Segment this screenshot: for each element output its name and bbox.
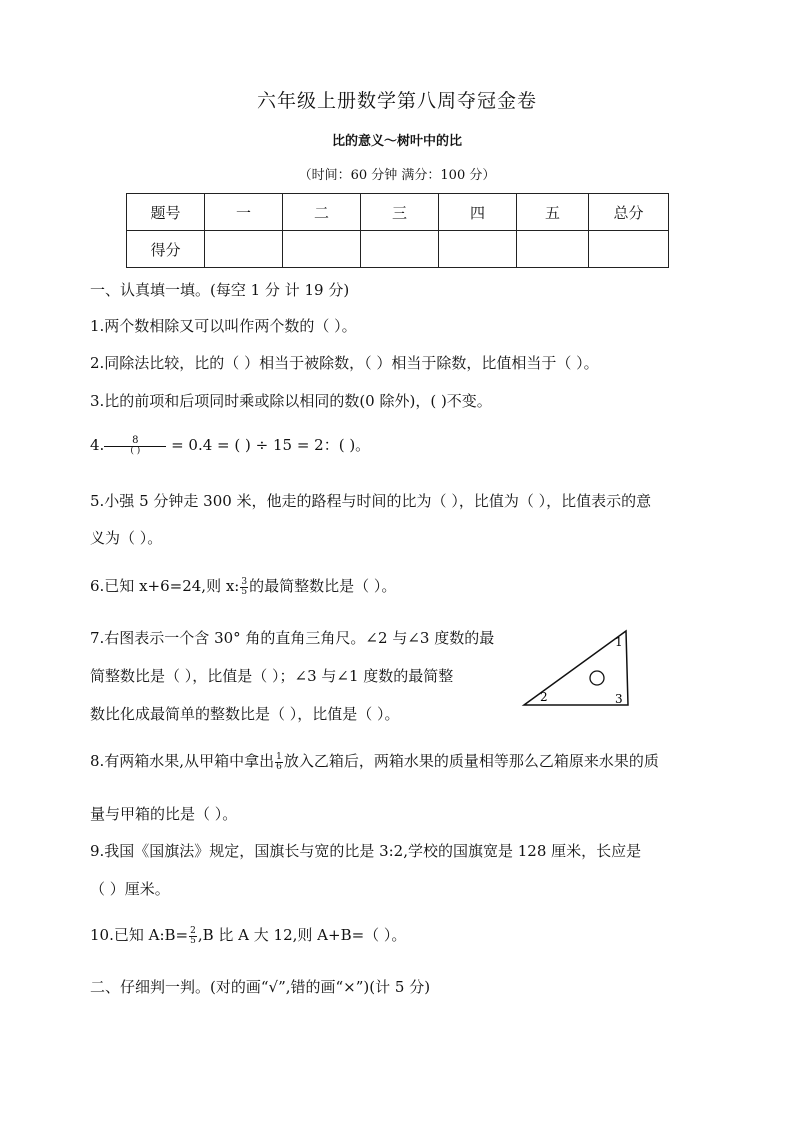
score-cell-blank[interactable]	[205, 231, 283, 268]
question-10-suffix: ,B 比 A 大 12,则 A+B=（ ）。	[197, 926, 407, 944]
fraction-numerator: 8	[104, 435, 166, 447]
question-8-suffix: 放入乙箱后，两箱水果的质量相等那么乙箱原来水果的质	[283, 752, 659, 770]
question-10-prefix: 10.已知 A:B=	[90, 926, 189, 944]
score-table-header-row	[127, 194, 669, 231]
question-6-fraction	[240, 578, 248, 597]
triangle-hole	[590, 671, 604, 685]
question-6	[90, 575, 396, 597]
page-title: 六年级上册数学第八周夺冠金卷	[256, 90, 537, 112]
question-8-line-1	[90, 750, 659, 772]
question-8-prefix: 8.有两箱水果,从甲箱中拿出	[90, 752, 275, 770]
question-10	[90, 924, 406, 946]
angle-label-3: 3	[615, 692, 623, 706]
section1-heading: 一、认真填一填。(每空 1 分 计 19 分)	[90, 281, 350, 299]
fraction-numerator: 1	[276, 751, 282, 762]
question-2: 2.同除法比较，比的（ ）相当于被除数，（ ）相当于除数，比值相当于（ ）。	[90, 354, 599, 372]
score-cell-header: 二	[283, 194, 361, 231]
score-cell-header: 总分	[589, 194, 669, 231]
question-8-line-2: 量与甲箱的比是（ ）。	[90, 805, 238, 823]
score-cell-blank[interactable]	[589, 231, 669, 268]
page-subtitle: 比的意义～树叶中的比	[331, 134, 462, 149]
fraction-numerator: 2	[190, 925, 196, 936]
angle-label-1: 1	[615, 635, 623, 649]
question-6-prefix: 6.已知 x+6=24,则 x:	[90, 577, 240, 595]
question-7-line-2: 简整数比是（ ），比值是（ ）；∠3 与∠1 度数的最简整	[90, 667, 454, 685]
score-cell-header: 四	[439, 194, 517, 231]
question-7-line-3: 数比化成最简单的整数比是（ ），比值是（ ）。	[90, 705, 400, 723]
fraction-denominator: 5	[190, 935, 196, 946]
question-4-fraction	[104, 435, 166, 457]
fraction-numerator: 3	[241, 576, 248, 587]
score-cell-label: 题号	[127, 194, 205, 231]
fraction-denominator: ( )	[130, 446, 141, 457]
question-9-line-2: （ ）厘米。	[90, 880, 170, 898]
question-4-rest: = 0.4 = ( ) ÷ 15 = 2：( )。	[171, 436, 371, 454]
score-cell-blank[interactable]	[361, 231, 439, 268]
question-4-prefix: 4.	[90, 436, 105, 454]
angle-label-2: 2	[540, 690, 548, 704]
question-7-line-1: 7.右图表示一个含 30° 角的直角三角尺。∠2 与∠3 度数的最	[90, 629, 495, 647]
question-4	[90, 434, 370, 457]
question-5-line-2: 义为（ ）。	[90, 529, 163, 547]
question-3: 3.比的前项和后项同时乘或除以相同的数(0 除外)，( )不变。	[90, 392, 492, 410]
score-cell-blank[interactable]	[283, 231, 361, 268]
question-1: 1.两个数相除又可以叫作两个数的（ ）。	[90, 317, 357, 335]
score-cell-header: 一	[205, 194, 283, 231]
score-table-score-row	[127, 231, 669, 268]
section2-heading: 二、仔细判一判。(对的画“√”,错的画“×”)(计 5 分)	[90, 978, 431, 996]
question-10-fraction	[189, 927, 197, 946]
score-cell-header: 五	[517, 194, 589, 231]
score-cell-label: 得分	[127, 231, 205, 268]
question-8-fraction	[275, 753, 283, 772]
score-cell-header: 三	[361, 194, 439, 231]
fraction-denominator: 5	[241, 586, 248, 597]
score-cell-blank[interactable]	[439, 231, 517, 268]
question-6-suffix: 的最简整数比是（ ）。	[249, 577, 397, 595]
question-9-line-1: 9.我国《国旗法》规定，国旗长与宽的比是 3:2,学校的国旗宽是 128 厘米，长应是	[90, 842, 642, 860]
question-5-line-1: 5.小强 5 分钟走 300 米，他走的路程与时间的比为（ ），比值为（ ），比值表示的意	[90, 492, 652, 510]
score-cell-blank[interactable]	[517, 231, 589, 268]
time-info: （时间：60 分钟 满分：100 分）	[298, 168, 496, 183]
right-triangle-ruler-figure	[518, 626, 633, 710]
fraction-denominator: 6	[276, 761, 282, 772]
score-table	[126, 193, 669, 268]
